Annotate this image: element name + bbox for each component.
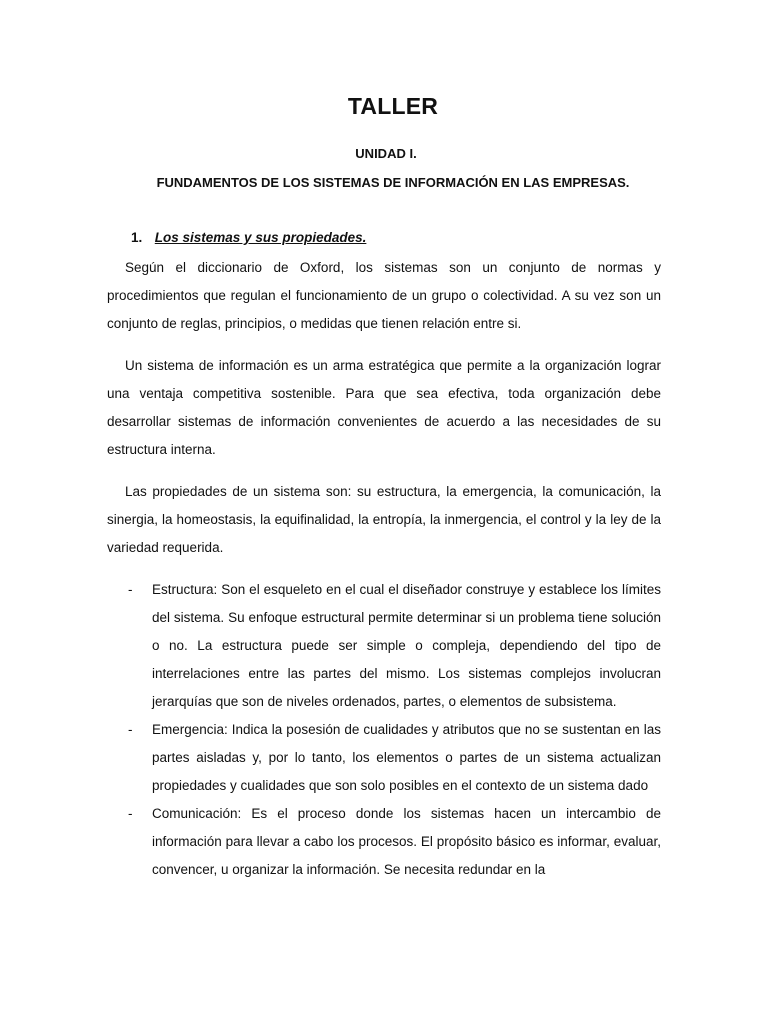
bullet-text: Son el esqueleto en el cual el diseñador construye y establece los límites del sistema. Su enfoque estructural permite determinar si un problema tiene solución o no. La estructura puede ser simple o compleja, dependiendo del tipo de interrelaciones entre las partes del mismo. Los sistemas complejos involucran jerarquías que son de niveles ordenados, partes, o elementos de subsistema. — [152, 582, 661, 709]
paragraph-properties: Las propiedades de un sistema son: su estructura, la emergencia, la comunicación, la sinergia, la homeostasis, la equifinalidad, la entropía, la inmergencia, el control y la ley de la variedad requerida. — [107, 484, 661, 555]
properties-list — [107, 576, 661, 884]
list-item-emergencia — [107, 716, 661, 800]
bullet-dash: - — [128, 722, 133, 737]
paragraph-information-system: Un sistema de información es un arma estratégica que permite a la organización lograr una ventaja competitiva sostenible. Para que sea efectiva, toda organización debe desarrollar sistemas de información convenientes de acuerdo a las necesidades de su estructura interna. — [107, 358, 661, 457]
bullet-term: Emergencia: — [152, 722, 228, 737]
bullet-text: Indica la posesión de cualidades y atributos que no se sustentan en las partes aisladas y, por lo tanto, los elementos o partes de un sistema actualizan propiedades y cualidades que son solo posibles en el contexto de un sistema dado — [152, 722, 661, 793]
bullet-text: Es el proceso donde los sistemas hacen un intercambio de información para llevar a cabo los procesos. El propósito básico es informar, evaluar, convencer, u organizar la información. Se necesita redundar en la — [152, 806, 661, 877]
list-item-comunicacion — [107, 800, 661, 884]
section-title: Los sistemas y sus propiedades. — [154, 230, 367, 245]
bullet-term: Comunicación: — [152, 806, 242, 821]
paragraph-definition: Según el diccionario de Oxford, los sistemas son un conjunto de normas y procedimientos que regulan el funcionamiento de un grupo o colectividad. A su vez son un conjunto de reglas, principios, o medidas que tienen relación entre si. — [107, 260, 661, 331]
bullet-dash: - — [128, 806, 133, 821]
section-number: 1. — [131, 230, 143, 245]
bullet-dash: - — [128, 582, 133, 597]
unit-heading: UNIDAD I. — [355, 146, 417, 161]
document-title: TALLER — [347, 93, 439, 119]
list-item-estructura — [107, 576, 661, 716]
section-heading — [131, 230, 366, 245]
bullet-term: Estructura: — [152, 582, 218, 597]
unit-subtitle: FUNDAMENTOS DE LOS SISTEMAS DE INFORMACIÓN EN LAS EMPRESAS. — [156, 175, 630, 190]
